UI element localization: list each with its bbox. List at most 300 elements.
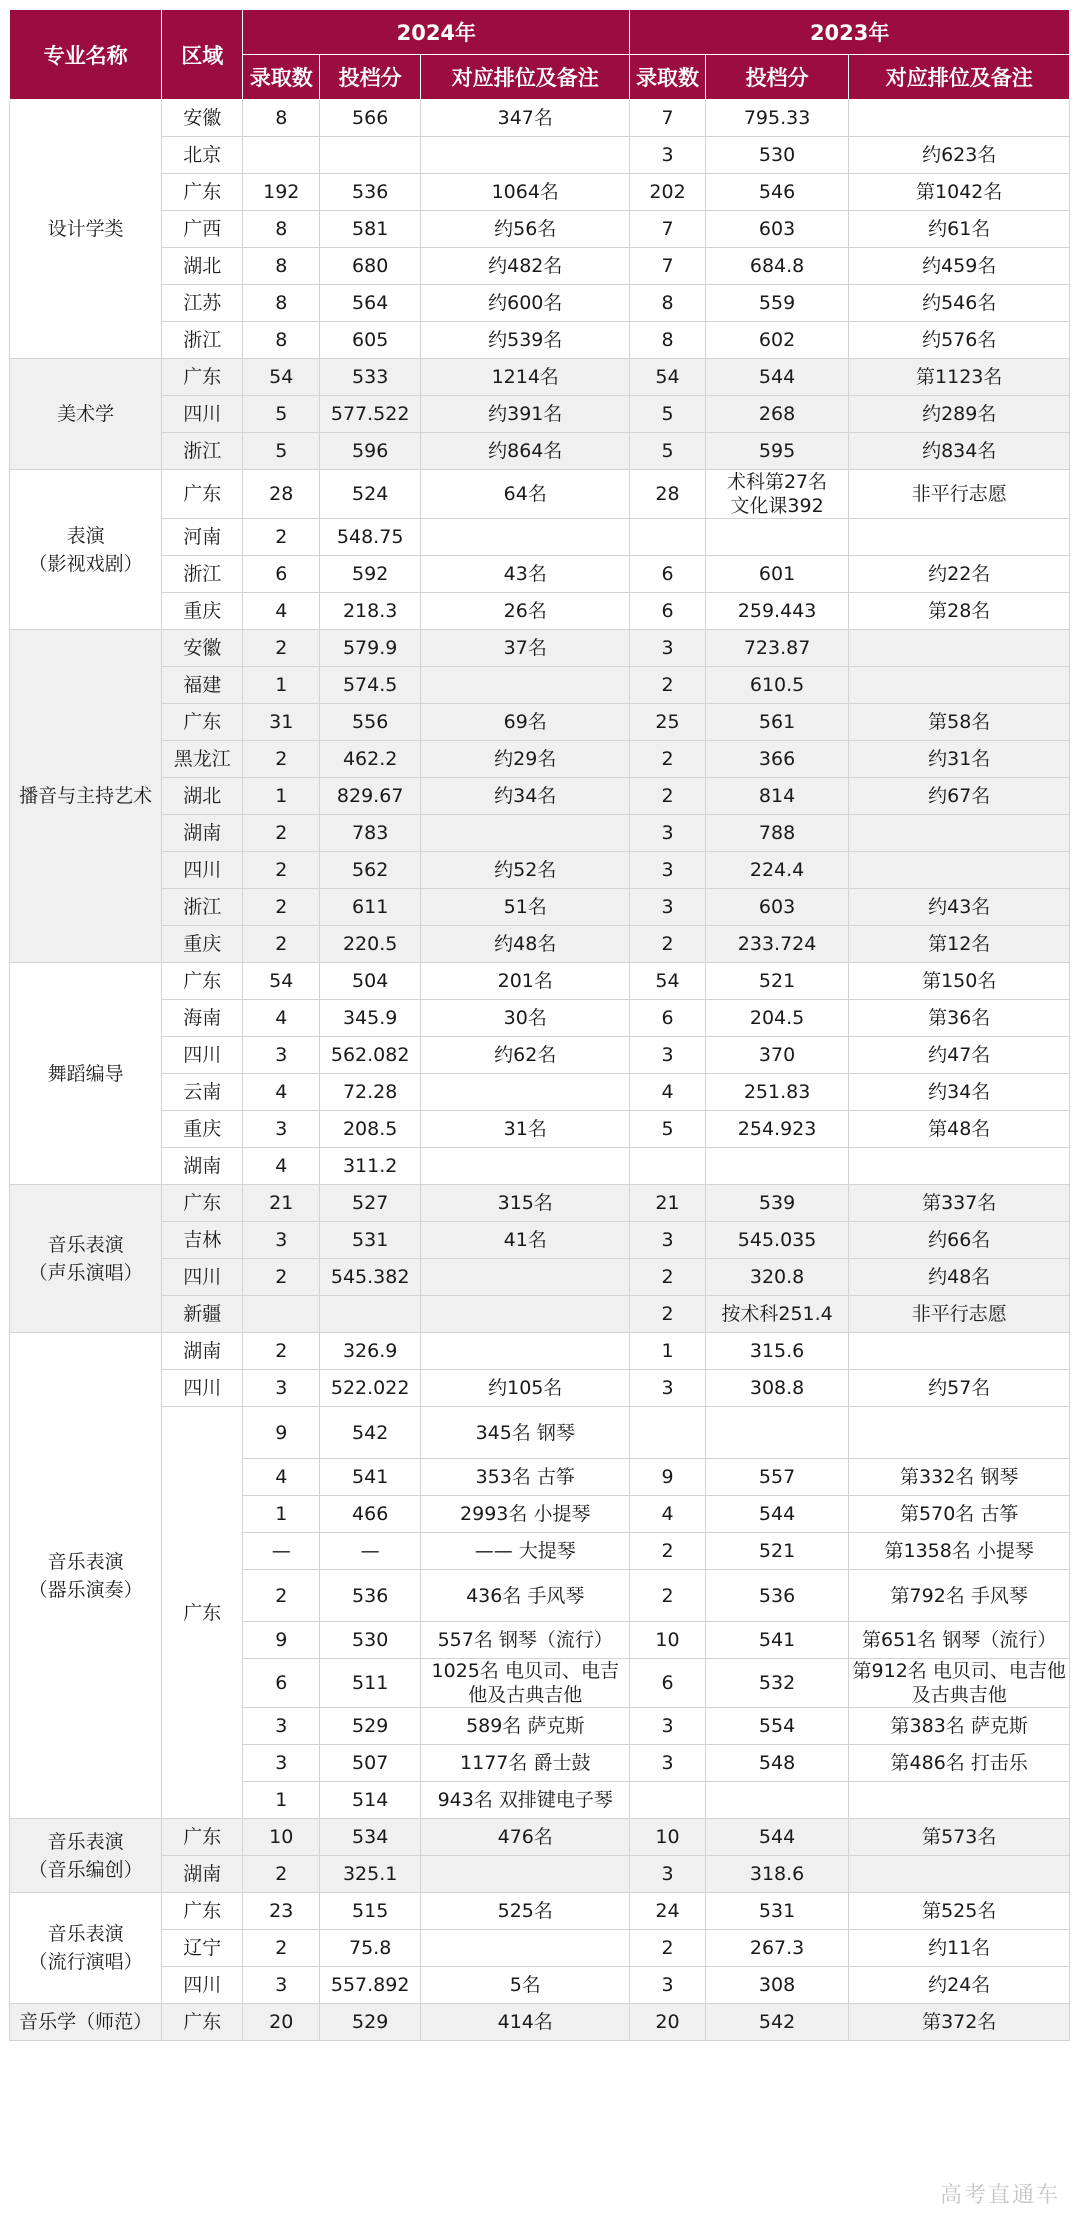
- region-cell: 四川: [162, 1967, 243, 2004]
- count-2023-cell: 9: [630, 1459, 705, 1496]
- score-2023-cell: 603: [705, 211, 849, 248]
- rank-2023-cell: 第36名: [849, 1000, 1070, 1037]
- rank-2024-cell: 69名: [421, 704, 630, 741]
- rank-2023-cell: 第1042名: [849, 174, 1070, 211]
- rank-2023-cell: 第912名 电贝司、电吉他及古典吉他: [849, 1659, 1070, 1708]
- header-count-2024: 录取数: [243, 55, 320, 100]
- count-2024-cell: 2: [243, 1259, 320, 1296]
- table-row: [10, 359, 1070, 396]
- score-2024-cell: 605: [320, 322, 421, 359]
- count-2023-cell: [630, 1407, 705, 1459]
- rank-2024-cell: 5名: [421, 1967, 630, 2004]
- rank-2024-cell: 2993名 小提琴: [421, 1496, 630, 1533]
- count-2023-cell: 3: [630, 889, 705, 926]
- count-2024-cell: 28: [243, 470, 320, 519]
- rank-2024-cell: 525名: [421, 1893, 630, 1930]
- score-2024-cell: 592: [320, 556, 421, 593]
- count-2023-cell: 4: [630, 1074, 705, 1111]
- rank-2024-cell: [421, 1856, 630, 1893]
- rank-2024-cell: 约105名: [421, 1370, 630, 1407]
- rank-2023-cell: 约31名: [849, 741, 1070, 778]
- region-cell: 浙江: [162, 433, 243, 470]
- score-2024-cell: 326.9: [320, 1333, 421, 1370]
- count-2023-cell: 54: [630, 963, 705, 1000]
- major-name-cell: 音乐表演 （声乐演唱）: [10, 1185, 162, 1333]
- score-2023-cell: 723.87: [705, 630, 849, 667]
- score-2024-cell: —: [320, 1533, 421, 1570]
- rank-2024-cell: 约482名: [421, 248, 630, 285]
- rank-2023-cell: 约546名: [849, 285, 1070, 322]
- rank-2023-cell: 第570名 古筝: [849, 1496, 1070, 1533]
- score-2024-cell: 596: [320, 433, 421, 470]
- score-2024-cell: 564: [320, 285, 421, 322]
- table-row: [10, 1893, 1070, 1930]
- table-row: [10, 704, 1070, 741]
- count-2024-cell: 6: [243, 556, 320, 593]
- rank-2024-cell: [421, 1074, 630, 1111]
- score-2024-cell: 536: [320, 174, 421, 211]
- rank-2023-cell: 约67名: [849, 778, 1070, 815]
- count-2024-cell: 4: [243, 1000, 320, 1037]
- rank-2024-cell: 约391名: [421, 396, 630, 433]
- region-cell: 四川: [162, 1037, 243, 1074]
- score-2023-cell: 542: [705, 2004, 849, 2041]
- table-row: [10, 248, 1070, 285]
- rank-2024-cell: 557名 钢琴（流行）: [421, 1622, 630, 1659]
- score-2023-cell: 541: [705, 1622, 849, 1659]
- rank-2023-cell: [849, 1782, 1070, 1819]
- table-row: [10, 1333, 1070, 1370]
- region-cell: 福建: [162, 667, 243, 704]
- score-2024-cell: 574.5: [320, 667, 421, 704]
- count-2023-cell: 2: [630, 1533, 705, 1570]
- count-2024-cell: 4: [243, 1459, 320, 1496]
- region-cell: 广东: [162, 359, 243, 396]
- score-2024-cell: 545.382: [320, 1259, 421, 1296]
- score-2024-cell: 562.082: [320, 1037, 421, 1074]
- score-2023-cell: 602: [705, 322, 849, 359]
- count-2024-cell: 31: [243, 704, 320, 741]
- score-2023-cell: 233.724: [705, 926, 849, 963]
- count-2024-cell: 2: [243, 1930, 320, 1967]
- count-2024-cell: 5: [243, 433, 320, 470]
- rank-2023-cell: 第28名: [849, 593, 1070, 630]
- count-2023-cell: 8: [630, 285, 705, 322]
- count-2023-cell: 3: [630, 1370, 705, 1407]
- count-2023-cell: 2: [630, 1570, 705, 1622]
- watermark-text: 高考直通车: [939, 2183, 1060, 2208]
- count-2023-cell: 5: [630, 433, 705, 470]
- rank-2024-cell: [421, 815, 630, 852]
- count-2024-cell: 2: [243, 1333, 320, 1370]
- score-2023-cell: 366: [705, 741, 849, 778]
- count-2023-cell: 3: [630, 852, 705, 889]
- region-cell: 浙江: [162, 322, 243, 359]
- rank-2024-cell: 1214名: [421, 359, 630, 396]
- rank-2024-cell: 64名: [421, 470, 630, 519]
- score-2024-cell: 522.022: [320, 1370, 421, 1407]
- table-row: [10, 630, 1070, 667]
- count-2024-cell: 1: [243, 778, 320, 815]
- score-2024-cell: 529: [320, 2004, 421, 2041]
- count-2023-cell: 2: [630, 1930, 705, 1967]
- table-row: [10, 741, 1070, 778]
- score-2024-cell: 533: [320, 359, 421, 396]
- major-name-cell: 舞蹈编导: [10, 963, 162, 1185]
- table-row: [10, 100, 1070, 137]
- count-2024-cell: 3: [243, 1370, 320, 1407]
- score-2023-cell: 595: [705, 433, 849, 470]
- count-2024-cell: 54: [243, 963, 320, 1000]
- score-2024-cell: 531: [320, 1222, 421, 1259]
- rank-2023-cell: 约61名: [849, 211, 1070, 248]
- score-2023-cell: 548: [705, 1745, 849, 1782]
- rank-2023-cell: 非平行志愿: [849, 470, 1070, 519]
- rank-2024-cell: 约864名: [421, 433, 630, 470]
- region-cell: 浙江: [162, 889, 243, 926]
- region-cell: 重庆: [162, 926, 243, 963]
- score-2023-cell: 610.5: [705, 667, 849, 704]
- rank-2023-cell: 约576名: [849, 322, 1070, 359]
- table-row: [10, 852, 1070, 889]
- region-cell: 湖南: [162, 1333, 243, 1370]
- rank-2024-cell: 31名: [421, 1111, 630, 1148]
- rank-2023-cell: 第337名: [849, 1185, 1070, 1222]
- score-2023-cell: 204.5: [705, 1000, 849, 1037]
- major-name-cell: 音乐表演 （器乐演奏）: [10, 1333, 162, 1819]
- rank-2024-cell: [421, 667, 630, 704]
- count-2024-cell: 2: [243, 630, 320, 667]
- score-2023-cell: 521: [705, 1533, 849, 1570]
- rank-2023-cell: [849, 815, 1070, 852]
- score-2023-cell: 530: [705, 137, 849, 174]
- score-2024-cell: 579.9: [320, 630, 421, 667]
- score-2024-cell: 466: [320, 1496, 421, 1533]
- count-2023-cell: 3: [630, 1222, 705, 1259]
- count-2024-cell: —: [243, 1533, 320, 1570]
- count-2023-cell: [630, 1148, 705, 1185]
- count-2024-cell: 9: [243, 1622, 320, 1659]
- rank-2023-cell: [849, 1148, 1070, 1185]
- score-2024-cell: 514: [320, 1782, 421, 1819]
- count-2024-cell: 1: [243, 1782, 320, 1819]
- region-cell: 吉林: [162, 1222, 243, 1259]
- region-cell: 广东: [162, 174, 243, 211]
- table-row: [10, 1296, 1070, 1333]
- count-2023-cell: 20: [630, 2004, 705, 2041]
- major-name-cell: 音乐学（师范）: [10, 2004, 162, 2041]
- rank-2024-cell: 589名 萨克斯: [421, 1708, 630, 1745]
- region-cell: 四川: [162, 1259, 243, 1296]
- rank-2023-cell: 第332名 钢琴: [849, 1459, 1070, 1496]
- rank-2024-cell: 476名: [421, 1819, 630, 1856]
- score-2024-cell: 556: [320, 704, 421, 741]
- table-row: [10, 137, 1070, 174]
- score-2023-cell: 254.923: [705, 1111, 849, 1148]
- count-2023-cell: 54: [630, 359, 705, 396]
- score-2024-cell: 530: [320, 1622, 421, 1659]
- count-2023-cell: 5: [630, 396, 705, 433]
- table-row: [10, 815, 1070, 852]
- count-2023-cell: 6: [630, 556, 705, 593]
- count-2023-cell: 3: [630, 1745, 705, 1782]
- score-2024-cell: 208.5: [320, 1111, 421, 1148]
- rank-2023-cell: 第48名: [849, 1111, 1070, 1148]
- rank-2023-cell: 约24名: [849, 1967, 1070, 2004]
- count-2024-cell: 8: [243, 248, 320, 285]
- table-row: [10, 1185, 1070, 1222]
- rank-2023-cell: 约66名: [849, 1222, 1070, 1259]
- region-cell: 新疆: [162, 1296, 243, 1333]
- region-cell: 四川: [162, 1370, 243, 1407]
- count-2024-cell: 6: [243, 1659, 320, 1708]
- rank-2023-cell: 非平行志愿: [849, 1296, 1070, 1333]
- count-2024-cell: 192: [243, 174, 320, 211]
- rank-2024-cell: 414名: [421, 2004, 630, 2041]
- table-row: [10, 1259, 1070, 1296]
- rank-2024-cell: [421, 1259, 630, 1296]
- region-cell: 江苏: [162, 285, 243, 322]
- rank-2023-cell: 第1358名 小提琴: [849, 1533, 1070, 1570]
- score-2023-cell: 546: [705, 174, 849, 211]
- count-2023-cell: 6: [630, 593, 705, 630]
- table-row: [10, 667, 1070, 704]
- score-2024-cell: 72.28: [320, 1074, 421, 1111]
- count-2024-cell: 3: [243, 1967, 320, 2004]
- count-2023-cell: 25: [630, 704, 705, 741]
- header-year-2024: 2024年: [243, 10, 630, 55]
- rank-2024-cell: 约600名: [421, 285, 630, 322]
- score-2024-cell: 611: [320, 889, 421, 926]
- rank-2023-cell: 约47名: [849, 1037, 1070, 1074]
- major-name-cell: 音乐表演 （流行演唱）: [10, 1893, 162, 2004]
- score-2024-cell: 548.75: [320, 519, 421, 556]
- rank-2023-cell: 约57名: [849, 1370, 1070, 1407]
- rank-2024-cell: 约34名: [421, 778, 630, 815]
- rank-2024-cell: 1025名 电贝司、电吉他及古典吉他: [421, 1659, 630, 1708]
- score-2023-cell: 315.6: [705, 1333, 849, 1370]
- rank-2024-cell: 约539名: [421, 322, 630, 359]
- region-cell: 广东: [162, 2004, 243, 2041]
- score-2023-cell: 521: [705, 963, 849, 1000]
- score-2023-cell: 559: [705, 285, 849, 322]
- rank-2023-cell: 第573名: [849, 1819, 1070, 1856]
- count-2023-cell: 2: [630, 926, 705, 963]
- count-2023-cell: 10: [630, 1819, 705, 1856]
- count-2024-cell: 2: [243, 741, 320, 778]
- count-2024-cell: 5: [243, 396, 320, 433]
- score-2024-cell: 529: [320, 1708, 421, 1745]
- header-row-years: [10, 10, 1070, 55]
- major-name-cell: 音乐表演 （音乐编创）: [10, 1819, 162, 1893]
- count-2023-cell: 8: [630, 322, 705, 359]
- region-cell: 广东: [162, 1185, 243, 1222]
- count-2023-cell: 24: [630, 1893, 705, 1930]
- rank-2023-cell: 约48名: [849, 1259, 1070, 1296]
- score-2023-cell: 561: [705, 704, 849, 741]
- region-cell: 广西: [162, 211, 243, 248]
- count-2023-cell: 202: [630, 174, 705, 211]
- count-2023-cell: 7: [630, 248, 705, 285]
- score-2023-cell: 318.6: [705, 1856, 849, 1893]
- count-2023-cell: 2: [630, 1296, 705, 1333]
- count-2024-cell: 2: [243, 852, 320, 889]
- count-2023-cell: 1: [630, 1333, 705, 1370]
- rank-2024-cell: 201名: [421, 963, 630, 1000]
- score-2024-cell: 325.1: [320, 1856, 421, 1893]
- rank-2023-cell: 第372名: [849, 2004, 1070, 2041]
- rank-2023-cell: 约11名: [849, 1930, 1070, 1967]
- rank-2023-cell: 第651名 钢琴（流行）: [849, 1622, 1070, 1659]
- rank-2024-cell: 436名 手风琴: [421, 1570, 630, 1622]
- count-2023-cell: 2: [630, 667, 705, 704]
- count-2024-cell: 10: [243, 1819, 320, 1856]
- count-2024-cell: 3: [243, 1111, 320, 1148]
- count-2024-cell: 54: [243, 359, 320, 396]
- region-cell: 四川: [162, 852, 243, 889]
- table-row: [10, 1222, 1070, 1259]
- count-2023-cell: 7: [630, 211, 705, 248]
- rank-2023-cell: 第486名 打击乐: [849, 1745, 1070, 1782]
- table-row: [10, 1074, 1070, 1111]
- table-row: [10, 1037, 1070, 1074]
- score-2023-cell: [705, 519, 849, 556]
- score-2024-cell: 581: [320, 211, 421, 248]
- region-cell: 湖南: [162, 1856, 243, 1893]
- rank-2023-cell: 约22名: [849, 556, 1070, 593]
- score-2023-cell: 术科第27名 文化课392: [705, 470, 849, 519]
- region-cell: 广东: [162, 1407, 243, 1819]
- rank-2023-cell: [849, 1333, 1070, 1370]
- score-2024-cell: 218.3: [320, 593, 421, 630]
- table-row: [10, 519, 1070, 556]
- score-2023-cell: 268: [705, 396, 849, 433]
- rank-2023-cell: 第12名: [849, 926, 1070, 963]
- count-2024-cell: 8: [243, 285, 320, 322]
- table-row: [10, 1967, 1070, 2004]
- score-2023-cell: 544: [705, 359, 849, 396]
- score-2023-cell: 251.83: [705, 1074, 849, 1111]
- table-row: [10, 963, 1070, 1000]
- region-cell: 云南: [162, 1074, 243, 1111]
- count-2024-cell: 8: [243, 211, 320, 248]
- score-2023-cell: 557: [705, 1459, 849, 1496]
- rank-2023-cell: 约459名: [849, 248, 1070, 285]
- score-2023-cell: 814: [705, 778, 849, 815]
- score-2024-cell: 345.9: [320, 1000, 421, 1037]
- rank-2023-cell: 约834名: [849, 433, 1070, 470]
- major-name-cell: 美术学: [10, 359, 162, 470]
- score-2024-cell: 541: [320, 1459, 421, 1496]
- table-row: [10, 433, 1070, 470]
- region-cell: 广东: [162, 1893, 243, 1930]
- count-2024-cell: [243, 1296, 320, 1333]
- region-cell: 安徽: [162, 630, 243, 667]
- score-2023-cell: 795.33: [705, 100, 849, 137]
- count-2023-cell: 28: [630, 470, 705, 519]
- rank-2024-cell: 347名: [421, 100, 630, 137]
- region-cell: 辽宁: [162, 1930, 243, 1967]
- count-2023-cell: 3: [630, 1967, 705, 2004]
- table-row: [10, 556, 1070, 593]
- rank-2024-cell: 约52名: [421, 852, 630, 889]
- score-2023-cell: 531: [705, 1893, 849, 1930]
- header-count-2023: 录取数: [630, 55, 705, 100]
- count-2024-cell: 3: [243, 1708, 320, 1745]
- admission-score-table: [9, 9, 1070, 2041]
- table-row: [10, 778, 1070, 815]
- rank-2024-cell: 1177名 爵士鼓: [421, 1745, 630, 1782]
- rank-2024-cell: 37名: [421, 630, 630, 667]
- score-2023-cell: 536: [705, 1570, 849, 1622]
- region-cell: 黑龙江: [162, 741, 243, 778]
- score-2024-cell: 524: [320, 470, 421, 519]
- score-2023-cell: 224.4: [705, 852, 849, 889]
- rank-2023-cell: 第150名: [849, 963, 1070, 1000]
- score-2023-cell: 320.8: [705, 1259, 849, 1296]
- score-2023-cell: 788: [705, 815, 849, 852]
- header-rank-2024: 对应排位及备注: [421, 55, 630, 100]
- rank-2024-cell: 353名 古筝: [421, 1459, 630, 1496]
- score-2024-cell: 562: [320, 852, 421, 889]
- count-2023-cell: 3: [630, 137, 705, 174]
- count-2023-cell: 3: [630, 630, 705, 667]
- rank-2023-cell: 第792名 手风琴: [849, 1570, 1070, 1622]
- region-cell: 广东: [162, 704, 243, 741]
- table-row: [10, 174, 1070, 211]
- region-cell: 广东: [162, 963, 243, 1000]
- score-2024-cell: 534: [320, 1819, 421, 1856]
- score-2024-cell: 542: [320, 1407, 421, 1459]
- table-row: [10, 1370, 1070, 1407]
- count-2023-cell: 2: [630, 1259, 705, 1296]
- header-year-2023: 2023年: [630, 10, 1070, 55]
- count-2023-cell: 3: [630, 815, 705, 852]
- score-2024-cell: 577.522: [320, 396, 421, 433]
- rank-2024-cell: [421, 519, 630, 556]
- major-name-cell: 播音与主持艺术: [10, 630, 162, 963]
- rank-2024-cell: [421, 1148, 630, 1185]
- table-row: [10, 2004, 1070, 2041]
- score-2023-cell: 按术科251.4: [705, 1296, 849, 1333]
- header-major: 专业名称: [10, 10, 162, 100]
- score-2023-cell: 544: [705, 1496, 849, 1533]
- rank-2023-cell: [849, 519, 1070, 556]
- rank-2024-cell: 345名 钢琴: [421, 1407, 630, 1459]
- count-2024-cell: 1: [243, 1496, 320, 1533]
- count-2024-cell: [243, 137, 320, 174]
- rank-2023-cell: [849, 100, 1070, 137]
- rank-2023-cell: 第1123名: [849, 359, 1070, 396]
- rank-2024-cell: 约29名: [421, 741, 630, 778]
- rank-2024-cell: 315名: [421, 1185, 630, 1222]
- count-2024-cell: 2: [243, 519, 320, 556]
- score-2023-cell: 532: [705, 1659, 849, 1708]
- rank-2024-cell: [421, 1296, 630, 1333]
- score-2024-cell: 515: [320, 1893, 421, 1930]
- rank-2024-cell: —— 大提琴: [421, 1533, 630, 1570]
- region-cell: 海南: [162, 1000, 243, 1037]
- table-row: [10, 211, 1070, 248]
- score-2024-cell: [320, 137, 421, 174]
- rank-2023-cell: 第383名 萨克斯: [849, 1708, 1070, 1745]
- score-2023-cell: 554: [705, 1708, 849, 1745]
- count-2023-cell: 2: [630, 741, 705, 778]
- score-2024-cell: 462.2: [320, 741, 421, 778]
- table-row: [10, 889, 1070, 926]
- score-2024-cell: 311.2: [320, 1148, 421, 1185]
- count-2024-cell: 8: [243, 100, 320, 137]
